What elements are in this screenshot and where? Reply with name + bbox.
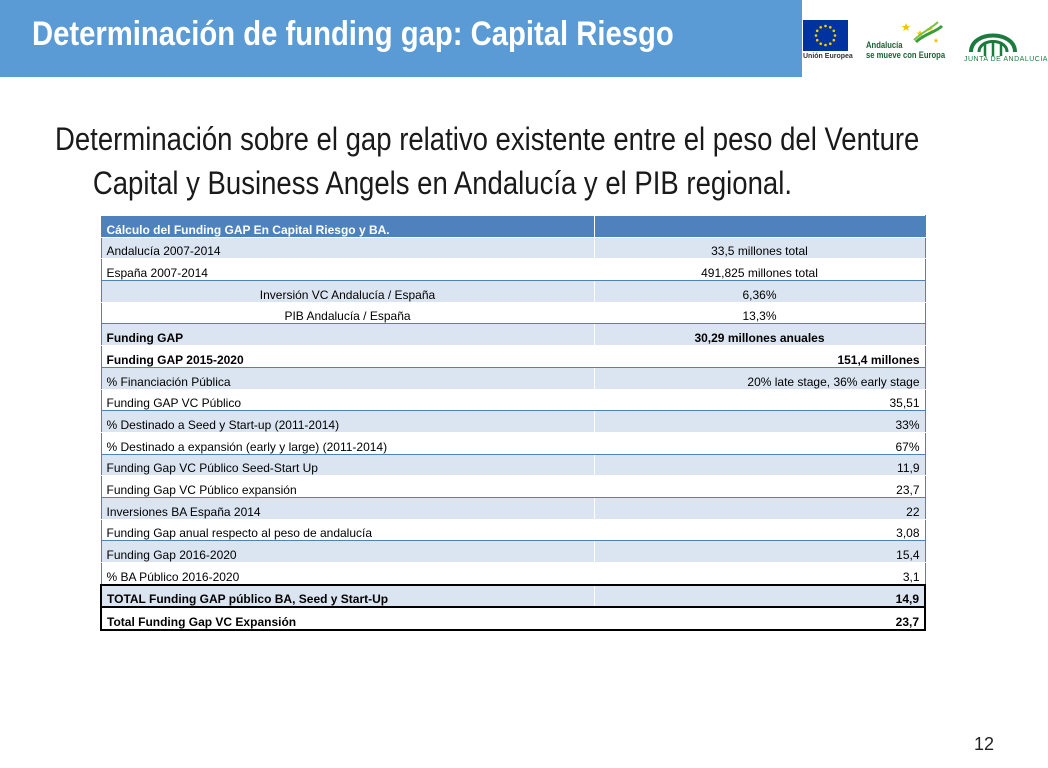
subtitle-line-2: Capital y Business Angels en Andalucía y el PIB regional.: [92, 165, 792, 201]
table-row: [101, 411, 925, 433]
row-value: 151,4 millones: [594, 346, 925, 368]
row-value: 35,51: [594, 389, 925, 411]
table-header-row: [101, 216, 925, 238]
table-row: [101, 476, 925, 498]
row-value: 20% late stage, 36% early stage: [594, 367, 925, 389]
table-row: [101, 237, 925, 259]
table-row: [101, 563, 925, 585]
row-label: Funding GAP: [101, 324, 594, 346]
row-value: 22: [594, 497, 925, 519]
row-value: 13,3%: [594, 302, 925, 324]
row-label: Inversiones BA España 2014: [101, 497, 594, 519]
row-label: Funding GAP 2015-2020: [101, 346, 594, 368]
eu-caption: Unión Europea: [803, 53, 853, 60]
row-label: Andalucía 2007-2014: [101, 237, 594, 259]
row-label: % Destinado a Seed y Start-up (2011-2014): [101, 411, 594, 433]
table-total-row: [101, 607, 925, 630]
table-row: [101, 497, 925, 519]
row-label: % Financiación Pública: [101, 367, 594, 389]
row-label: Funding Gap anual respecto al peso de andalucía: [101, 519, 594, 541]
slide-subtitle: [55, 117, 955, 205]
row-label: PIB Andalucía / España: [101, 302, 594, 324]
row-value: 23,7: [594, 607, 925, 630]
row-value: 15,4: [594, 541, 925, 563]
row-label: % Destinado a expansión (early y large) (2011-2014): [101, 432, 594, 454]
table-row: [101, 281, 925, 303]
row-value: 3,1: [594, 563, 925, 585]
table-row: [101, 389, 925, 411]
row-label: Funding Gap VC Público expansión: [101, 476, 594, 498]
table-header-cell: [594, 216, 925, 238]
row-value: 23,7: [594, 476, 925, 498]
row-label: España 2007-2014: [101, 259, 594, 281]
table-total-row: [101, 585, 925, 608]
row-value: 14,9: [594, 585, 925, 608]
row-label: Funding Gap 2016-2020: [101, 541, 594, 563]
funding-gap-table: [100, 215, 926, 631]
subtitle-line-1: Determinación sobre el gap relativo existente entre el peso del Venture: [55, 121, 920, 157]
row-value: 491,825 millones total: [594, 259, 925, 281]
table-row: [101, 324, 925, 346]
row-label: % BA Público 2016-2020: [101, 563, 594, 585]
table-row: [101, 259, 925, 281]
row-label: Funding Gap VC Público Seed-Start Up: [101, 454, 594, 476]
row-value: 33%: [594, 411, 925, 433]
row-label: Inversión VC Andalucía / España: [101, 281, 594, 303]
junta-caption: JUNTA DE ANDALUCIA: [964, 56, 1048, 63]
table-row: [101, 454, 925, 476]
table-row: [101, 367, 925, 389]
row-value: 30,29 millones anuales: [594, 324, 925, 346]
slide-title: Determinación de funding gap: Capital Riesgo: [32, 15, 674, 53]
table-row: [101, 541, 925, 563]
row-label: TOTAL Funding GAP público BA, Seed y Start-Up: [101, 585, 594, 608]
table-row: [101, 519, 925, 541]
table-row: [101, 346, 925, 368]
page-number: 12: [974, 734, 995, 754]
row-value: 11,9: [594, 454, 925, 476]
table-row: [101, 302, 925, 324]
row-value: 3,08: [594, 519, 925, 541]
table-row: [101, 432, 925, 454]
row-label: Total Funding Gap VC Expansión: [101, 607, 594, 630]
eu-flag-icon: [803, 20, 848, 51]
row-value: 33,5 millones total: [594, 237, 925, 259]
andalucia-logo-text: Andalucía se mueve con Europa: [866, 40, 946, 60]
table-header-cell: Cálculo del Funding GAP En Capital Riesgo y BA.: [101, 216, 594, 238]
row-value: 67%: [594, 432, 925, 454]
row-value: 6,36%: [594, 281, 925, 303]
title-bar: [0, 0, 802, 77]
row-label: Funding GAP VC Público: [101, 389, 594, 411]
